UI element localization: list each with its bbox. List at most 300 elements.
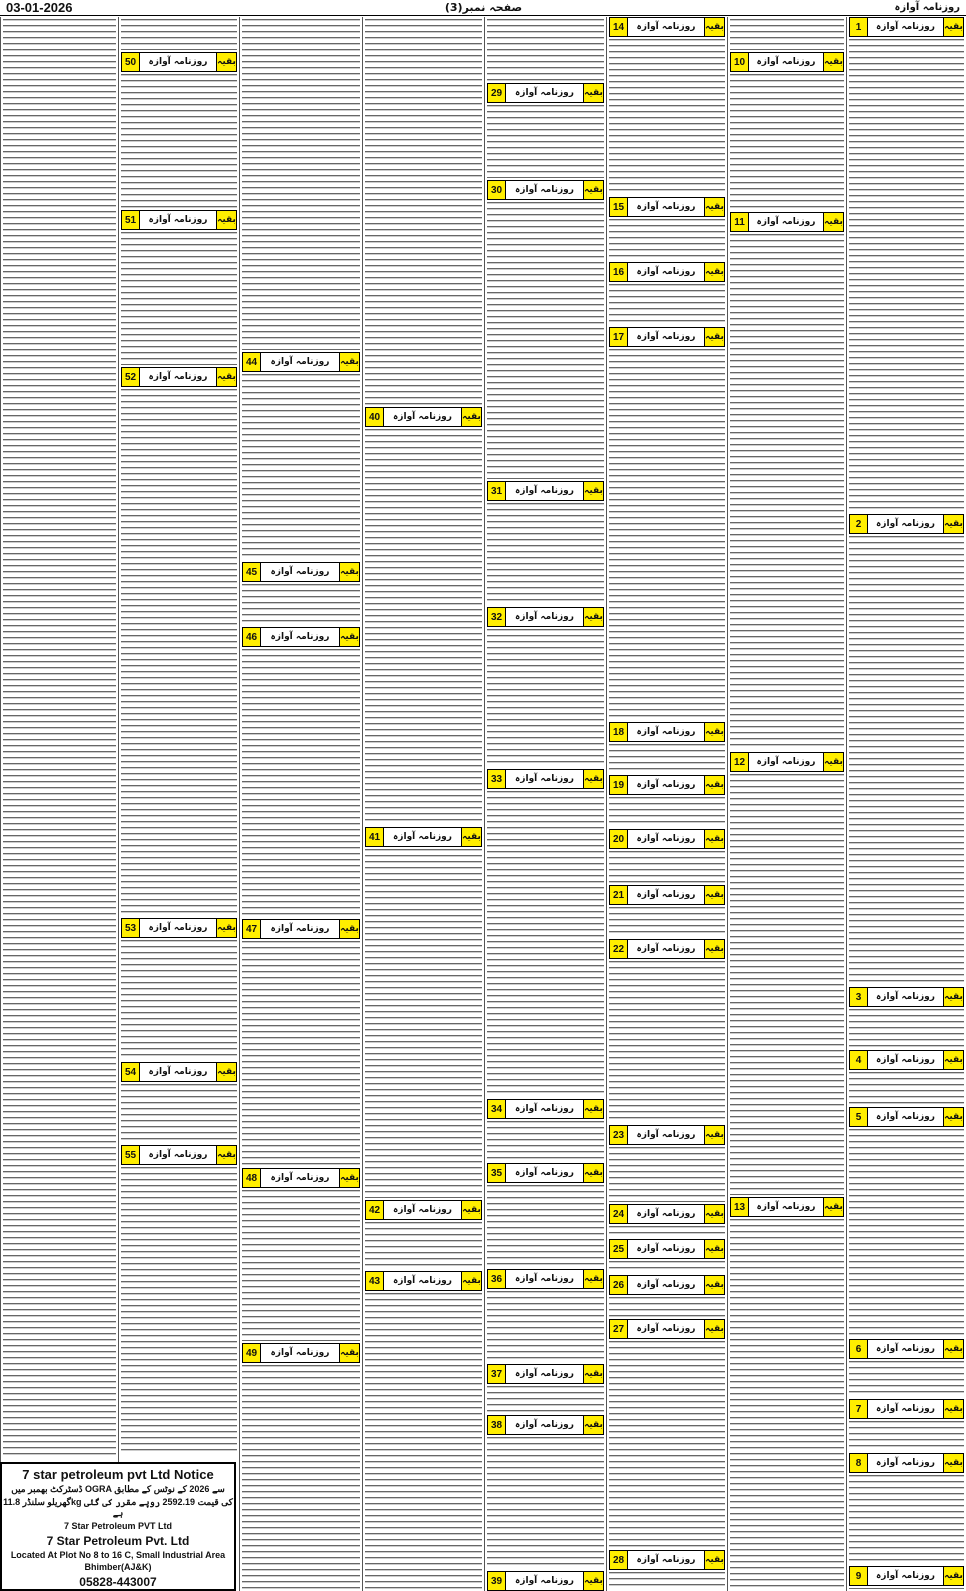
continued-badge: بقیہ: [704, 1320, 724, 1338]
section-header: [487, 83, 604, 103]
section-header: [365, 1271, 482, 1291]
section-number: 1: [850, 18, 868, 36]
section-title: روزنامہ آوازہ: [515, 486, 574, 496]
article-text: [121, 1167, 237, 1455]
section-number: 10: [731, 53, 749, 71]
continued-badge: بقیہ: [823, 753, 843, 771]
section-title: روزنامہ آوازہ: [270, 632, 330, 642]
section-title: روزنامہ آوازہ: [876, 1458, 935, 1468]
continued-badge: بقیہ: [461, 408, 481, 426]
article-text: [849, 1588, 964, 1589]
continued-badge: بقیہ: [583, 608, 603, 626]
continued-badge: بقیہ: [583, 84, 603, 102]
section-number: 33: [488, 770, 506, 788]
section-title: روزنامہ آوازہ: [515, 612, 574, 622]
article-text: [242, 584, 360, 625]
article-text: [849, 1129, 964, 1337]
section-header: [242, 1343, 360, 1363]
continued-badge: بقیہ: [943, 1400, 963, 1418]
continued-badge: بقیہ: [704, 328, 724, 346]
section-number: 36: [488, 1270, 506, 1288]
article-text: [609, 1297, 725, 1317]
column-2: [727, 17, 846, 1591]
article-text: [242, 1365, 360, 1589]
section-number: 46: [243, 628, 261, 646]
article-text: [487, 629, 604, 767]
section-title: روزنامہ آوازہ: [270, 357, 330, 367]
column-8: [0, 17, 118, 1591]
continued-badge: بقیہ: [704, 1551, 724, 1569]
section-header: [609, 327, 725, 347]
section-title: روزنامہ آوازہ: [515, 1168, 574, 1178]
article-text: [242, 1190, 360, 1341]
article-text: [849, 536, 964, 985]
article-text: [121, 940, 237, 1060]
article-text: [242, 374, 360, 560]
continued-badge: بقیہ: [583, 1270, 603, 1288]
section-header: [487, 769, 604, 789]
article-text: [609, 1261, 725, 1273]
section-header: [487, 180, 604, 200]
section-number: 51: [122, 211, 140, 229]
article-text: [609, 907, 725, 937]
page-header: [0, 0, 966, 16]
section-title: روزنامہ آوازہ: [515, 1369, 574, 1379]
section-header: [730, 752, 844, 772]
section-title: روزنامہ آوازہ: [515, 774, 574, 784]
section-title: روزنامہ آوازہ: [756, 57, 816, 67]
article-text: [730, 74, 844, 210]
section-number: 45: [243, 563, 261, 581]
section-number: 22: [610, 940, 628, 958]
article-text: [487, 1386, 604, 1413]
section-title: روزنامہ آوازہ: [148, 1150, 208, 1160]
section-title: روزنامہ آوازہ: [515, 185, 574, 195]
section-header: [121, 1145, 237, 1165]
section-number: 55: [122, 1146, 140, 1164]
continued-badge: بقیہ: [339, 563, 359, 581]
section-header: [487, 481, 604, 501]
section-number: 15: [610, 198, 628, 216]
continued-badge: بقیہ: [216, 1063, 236, 1081]
article-text: [730, 19, 844, 50]
section-number: 42: [366, 1201, 384, 1219]
article-text: [609, 744, 725, 773]
masthead: روزنامہ آوازہ: [894, 2, 960, 13]
continued-badge: بقیہ: [704, 1276, 724, 1294]
article-text: [365, 19, 482, 405]
section-title: روزنامہ آوازہ: [393, 412, 452, 422]
section-header: [609, 885, 725, 905]
article-text: [609, 1226, 725, 1237]
section-header: [849, 1566, 964, 1586]
continued-badge: بقیہ: [461, 1201, 481, 1219]
section-title: روزنامہ آوازہ: [636, 332, 696, 342]
section-number: 41: [366, 828, 384, 846]
article-text: [487, 19, 604, 81]
column-4: [484, 17, 606, 1591]
section-header: [609, 1275, 725, 1295]
section-title: روزنامہ آوازہ: [636, 834, 696, 844]
section-title: روزنامہ آوازہ: [756, 757, 816, 767]
section-number: 8: [850, 1454, 868, 1472]
section-title: روزنامہ آوازہ: [756, 1202, 816, 1212]
continued-badge: بقیہ: [704, 1240, 724, 1258]
article-text: [487, 1185, 604, 1267]
section-header: [365, 827, 482, 847]
article-text: [609, 349, 725, 720]
article-text: [487, 1291, 604, 1362]
article-text: [609, 1147, 725, 1202]
section-number: 31: [488, 482, 506, 500]
section-number: 2: [850, 515, 868, 533]
article-text: [609, 961, 725, 1123]
notice-company: 7 Star Petroleum Pvt. Ltd: [46, 1534, 190, 1548]
column-1: [846, 17, 966, 1591]
continued-badge: بقیہ: [216, 53, 236, 71]
section-number: 28: [610, 1551, 628, 1569]
section-header: [487, 1571, 604, 1591]
continued-badge: بقیہ: [943, 515, 963, 533]
article-text: [849, 1421, 964, 1451]
continued-badge: بقیہ: [583, 1365, 603, 1383]
continued-badge: بقیہ: [704, 1126, 724, 1144]
section-number: 7: [850, 1400, 868, 1418]
section-number: 27: [610, 1320, 628, 1338]
article-text: [609, 851, 725, 883]
section-number: 49: [243, 1344, 261, 1362]
continued-badge: بقیہ: [583, 1572, 603, 1590]
section-header: [121, 918, 237, 938]
continued-badge: بقیہ: [704, 198, 724, 216]
continued-badge: بقیہ: [943, 1567, 963, 1585]
continued-badge: بقیہ: [583, 1416, 603, 1434]
section-title: روزنامہ آوازہ: [636, 22, 696, 32]
section-header: [609, 775, 725, 795]
section-number: 39: [488, 1572, 506, 1590]
section-number: 26: [610, 1276, 628, 1294]
section-header: [849, 1050, 964, 1070]
article-text: [730, 234, 844, 750]
section-header: [849, 987, 964, 1007]
section-title: روزنامہ آوازہ: [636, 267, 696, 277]
continued-badge: بقیہ: [943, 18, 963, 36]
article-text: [121, 232, 237, 365]
section-number: 6: [850, 1340, 868, 1358]
section-number: 50: [122, 53, 140, 71]
continued-badge: بقیہ: [339, 1344, 359, 1362]
section-number: 4: [850, 1051, 868, 1069]
continued-badge: بقیہ: [704, 723, 724, 741]
section-number: 14: [610, 18, 628, 36]
continued-badge: بقیہ: [339, 353, 359, 371]
section-number: 29: [488, 84, 506, 102]
continued-badge: بقیہ: [704, 886, 724, 904]
notice-title: 7 star petroleum pvt Ltd Notice: [22, 1467, 214, 1482]
section-number: 44: [243, 353, 261, 371]
continued-badge: بقیہ: [704, 776, 724, 794]
section-header: [242, 352, 360, 372]
section-number: 9: [850, 1567, 868, 1585]
section-title: روزنامہ آوازہ: [148, 57, 208, 67]
article-text: [487, 202, 604, 479]
section-header: [365, 407, 482, 427]
section-title: روزنامہ آوازہ: [876, 1055, 935, 1065]
article-text: [849, 1361, 964, 1397]
section-header: [609, 1319, 725, 1339]
section-header: [849, 1453, 964, 1473]
section-title: روزنامہ آوازہ: [636, 1324, 696, 1334]
section-header: [609, 1204, 725, 1224]
section-header: [730, 52, 844, 72]
continued-badge: بقیہ: [943, 988, 963, 1006]
section-title: روزنامہ آوازہ: [515, 1274, 574, 1284]
article-text: [609, 39, 725, 195]
article-text: [121, 1084, 237, 1143]
section-title: روزنامہ آوازہ: [515, 1576, 574, 1586]
section-number: 5: [850, 1108, 868, 1126]
article-text: [242, 19, 360, 350]
section-header: [487, 1415, 604, 1435]
article-text: [487, 105, 604, 178]
section-title: روزنامہ آوازہ: [636, 780, 696, 790]
section-header: [487, 607, 604, 627]
section-number: 18: [610, 723, 628, 741]
section-header: [242, 562, 360, 582]
section-number: 40: [366, 408, 384, 426]
section-title: روزنامہ آوازہ: [270, 567, 330, 577]
section-number: 54: [122, 1063, 140, 1081]
continued-badge: بقیہ: [583, 1164, 603, 1182]
continued-badge: بقیہ: [583, 1100, 603, 1118]
continued-badge: بقیہ: [943, 1051, 963, 1069]
continued-badge: بقیہ: [823, 1198, 843, 1216]
article-text: [365, 849, 482, 1198]
section-number: 24: [610, 1205, 628, 1223]
article-text: [609, 797, 725, 827]
section-number: 47: [243, 920, 261, 938]
section-title: روزنامہ آوازہ: [393, 1205, 452, 1215]
continued-badge: بقیہ: [943, 1340, 963, 1358]
notice-line: ڈسٹرکٹ بھمبر میں OGRA سے 2026 کے نوٹس کے مطابق: [11, 1484, 225, 1494]
section-title: روزنامہ آوازہ: [148, 1067, 208, 1077]
section-header: [487, 1163, 604, 1183]
section-header: [121, 1062, 237, 1082]
section-title: روزنامہ آوازہ: [876, 992, 935, 1002]
section-header: [609, 1239, 725, 1259]
page-number: صفحہ نمبر(3): [444, 1, 523, 14]
section-number: 20: [610, 830, 628, 848]
article-text: [365, 1293, 482, 1589]
continued-badge: بقیہ: [823, 213, 843, 231]
article-text: [487, 1437, 604, 1569]
section-number: 19: [610, 776, 628, 794]
section-title: روزنامہ آوازہ: [270, 924, 330, 934]
section-title: روزنامہ آوازہ: [270, 1348, 330, 1358]
section-header: [609, 1550, 725, 1570]
section-header: [487, 1269, 604, 1289]
continued-badge: بقیہ: [583, 482, 603, 500]
continued-badge: بقیہ: [216, 211, 236, 229]
continued-badge: بقیہ: [704, 18, 724, 36]
continued-badge: بقیہ: [943, 1454, 963, 1472]
section-title: روزنامہ آوازہ: [876, 1112, 935, 1122]
section-number: 32: [488, 608, 506, 626]
section-number: 53: [122, 919, 140, 937]
section-header: [849, 514, 964, 534]
article-text: [487, 791, 604, 1097]
continued-badge: بقیہ: [216, 368, 236, 386]
article-text: [730, 1219, 844, 1589]
section-header: [730, 212, 844, 232]
section-number: 48: [243, 1169, 261, 1187]
column-6: [239, 17, 362, 1591]
section-title: روزنامہ آوازہ: [876, 519, 935, 529]
section-title: روزنامہ آوازہ: [148, 372, 208, 382]
section-number: 11: [731, 213, 749, 231]
section-header: [849, 1339, 964, 1359]
section-title: روزنامہ آوازہ: [636, 890, 696, 900]
continued-badge: بقیہ: [216, 1146, 236, 1164]
section-title: روزنامہ آوازہ: [756, 217, 816, 227]
section-header: [609, 197, 725, 217]
section-number: 30: [488, 181, 506, 199]
section-title: روزنامہ آوازہ: [515, 1420, 574, 1430]
article-text: [365, 429, 482, 825]
section-title: روزنامہ آوازہ: [636, 727, 696, 737]
column-7: [118, 17, 239, 1591]
notice-line: 7 Star Petroleum PVT Ltd: [63, 1521, 173, 1531]
section-number: 17: [610, 328, 628, 346]
section-header: [609, 1125, 725, 1145]
column-3: [606, 17, 727, 1591]
continued-badge: بقیہ: [583, 770, 603, 788]
continued-badge: بقیہ: [339, 1169, 359, 1187]
article-text: [609, 284, 725, 325]
section-title: روزنامہ آوازہ: [636, 1130, 696, 1140]
article-text: [609, 1341, 725, 1548]
section-title: روزنامہ آوازہ: [393, 1276, 452, 1286]
continued-badge: بقیہ: [216, 919, 236, 937]
section-header: [121, 52, 237, 72]
section-number: 34: [488, 1100, 506, 1118]
article-text: [487, 503, 604, 605]
notice-phone: 05828-443007: [79, 1575, 157, 1589]
section-number: 16: [610, 263, 628, 281]
continued-badge: بقیہ: [704, 263, 724, 281]
article-text: [121, 389, 237, 916]
section-number: 23: [610, 1126, 628, 1144]
notice-line: گھریلو سلنڈر 11.8kg کی قیمت 2592.19 روپے مقرر کی گئی ہے: [3, 1497, 233, 1518]
article-text: [121, 19, 237, 50]
section-title: روزنامہ آوازہ: [636, 1209, 696, 1219]
section-title: روزنامہ آوازہ: [636, 1244, 696, 1254]
section-number: 3: [850, 988, 868, 1006]
section-title: روزنامہ آوازہ: [270, 1173, 330, 1183]
section-header: [121, 210, 237, 230]
article-text: [609, 1572, 725, 1589]
section-title: روزنامہ آوازہ: [876, 1344, 935, 1354]
section-header: [487, 1364, 604, 1384]
section-title: روزنامہ آوازہ: [148, 215, 208, 225]
section-number: 35: [488, 1164, 506, 1182]
article-text: [849, 39, 964, 512]
section-title: روزنامہ آوازہ: [876, 22, 935, 32]
continued-badge: بقیہ: [583, 181, 603, 199]
section-header: [609, 829, 725, 849]
issue-date: 03-01-2026: [6, 0, 73, 15]
continued-badge: بقیہ: [943, 1108, 963, 1126]
section-number: 25: [610, 1240, 628, 1258]
section-title: روزنامہ آوازہ: [515, 88, 574, 98]
section-title: روزنامہ آوازہ: [636, 202, 696, 212]
continued-badge: بقیہ: [339, 920, 359, 938]
continued-badge: بقیہ: [704, 830, 724, 848]
notice-city: Bhimber(AJ&K): [84, 1562, 152, 1572]
section-header: [609, 939, 725, 959]
article-text: [242, 941, 360, 1166]
article-text: [365, 1222, 482, 1269]
section-title: روزنامہ آوازہ: [876, 1571, 935, 1581]
section-header: [849, 1107, 964, 1127]
section-title: روزنامہ آوازہ: [876, 1404, 935, 1414]
section-number: 52: [122, 368, 140, 386]
section-title: روزنامہ آوازہ: [636, 944, 696, 954]
column-5: [362, 17, 484, 1591]
section-header: [365, 1200, 482, 1220]
continued-badge: بقیہ: [339, 628, 359, 646]
article-text: [849, 1072, 964, 1105]
continued-badge: بقیہ: [461, 1272, 481, 1290]
section-header: [609, 722, 725, 742]
section-header: [242, 627, 360, 647]
article-text: [730, 774, 844, 1195]
article-text: [242, 649, 360, 917]
section-title: روزنامہ آوازہ: [636, 1555, 696, 1565]
section-title: روزنامہ آوازہ: [148, 923, 208, 933]
article-text: [121, 74, 237, 208]
section-number: 21: [610, 886, 628, 904]
section-header: [609, 262, 725, 282]
section-header: [849, 1399, 964, 1419]
section-header: [849, 17, 964, 37]
section-number: 38: [488, 1416, 506, 1434]
continued-badge: بقیہ: [704, 940, 724, 958]
article-text: [849, 1475, 964, 1564]
section-title: روزنامہ آوازہ: [393, 832, 452, 842]
section-header: [609, 17, 725, 37]
section-number: 37: [488, 1365, 506, 1383]
section-number: 43: [366, 1272, 384, 1290]
petroleum-notice: [0, 1462, 236, 1591]
continued-badge: بقیہ: [461, 828, 481, 846]
section-header: [487, 1099, 604, 1119]
section-header: [121, 367, 237, 387]
section-header: [242, 919, 360, 939]
section-header: [730, 1197, 844, 1217]
section-number: 13: [731, 1198, 749, 1216]
article-text: [3, 19, 116, 1459]
section-header: [242, 1168, 360, 1188]
article-text: [609, 219, 725, 260]
notice-address: Located At Plot No 8 to 16 C, Small Industrial Area: [10, 1550, 226, 1560]
section-title: روزنامہ آوازہ: [636, 1280, 696, 1290]
section-title: روزنامہ آوازہ: [515, 1104, 574, 1114]
continued-badge: بقیہ: [823, 53, 843, 71]
continued-badge: بقیہ: [704, 1205, 724, 1223]
article-text: [487, 1121, 604, 1161]
section-number: 12: [731, 753, 749, 771]
